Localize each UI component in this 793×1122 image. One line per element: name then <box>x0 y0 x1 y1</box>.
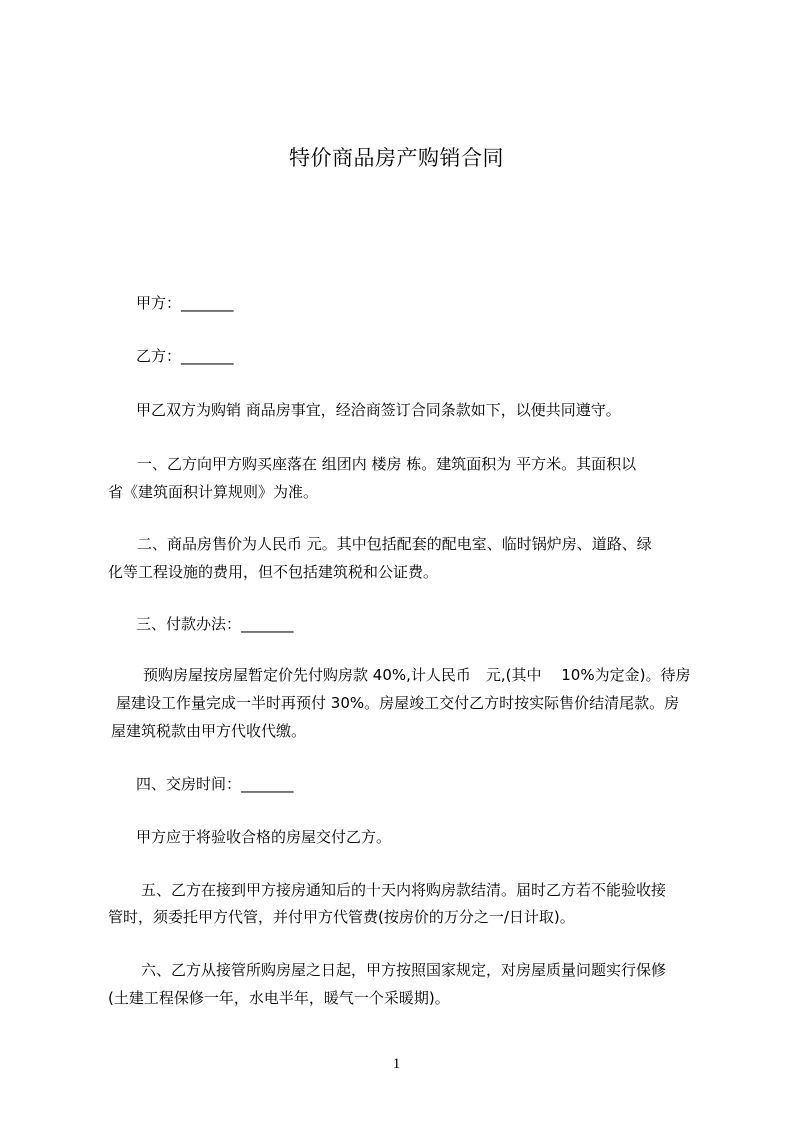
party-b-line: 乙方：_______ <box>136 347 234 365</box>
clause-6-line-2: (土建工程保修一年，水电半年，暖气一个采暖期)。 <box>108 989 450 1007</box>
clause-1-line-1: 一、乙方向甲方购买座落在 组团内 楼房 栋。建筑面积为 平方米。其面积以 <box>137 455 637 473</box>
clause-4-heading: 四、交房时间：_______ <box>136 775 294 793</box>
clause-1-line-2: 省《建筑面积计算规则》为准。 <box>108 483 319 501</box>
clause-2-line-2: 化等工程设施的费用，但不包括建筑税和公证费。 <box>108 563 439 581</box>
clause-5-line-2: 管时，须委托甲方代管，并付甲方代管费(按房价的万分之一/日计取)。 <box>108 908 575 926</box>
clause-6-line-1: 六、乙方从接管所购房屋之日起，甲方按照国家规定，对房屋质量问题实行保修 <box>141 961 667 979</box>
payment-line-1: 预购房屋按房屋暂定价先付购房款 40%,计人民币 元,(其中 10%为定金)。待房 <box>143 666 691 684</box>
payment-line-3: 屋建筑税款由甲方代收代缴。 <box>111 722 307 740</box>
payment-line-2: 屋建设工作量完成一半时再预付 30%。房屋竣工交付乙方时按实际售价结清尾款。房 <box>116 694 680 712</box>
page-number: 1 <box>392 1056 401 1072</box>
party-a-line: 甲方：_______ <box>136 294 234 312</box>
intro-paragraph: 甲乙双方为购销 商品房事宜，经洽商签订合同条款如下，以便共同遵守。 <box>136 401 621 419</box>
clause-5-line-1: 五、乙方在接到甲方接房通知后的十天内将购房款结清。届时乙方若不能验收接 <box>141 881 667 899</box>
clause-2-line-1: 二、商品房售价为人民币 元。其中包括配套的配电室、临时锅炉房、道路、绿 <box>137 535 652 553</box>
delivery-paragraph: 甲方应于将验收合格的房屋交付乙方。 <box>136 828 392 846</box>
clause-3-heading: 三、付款办法：_______ <box>136 615 294 633</box>
document-title: 特价商品房产购销合同 <box>289 146 504 170</box>
